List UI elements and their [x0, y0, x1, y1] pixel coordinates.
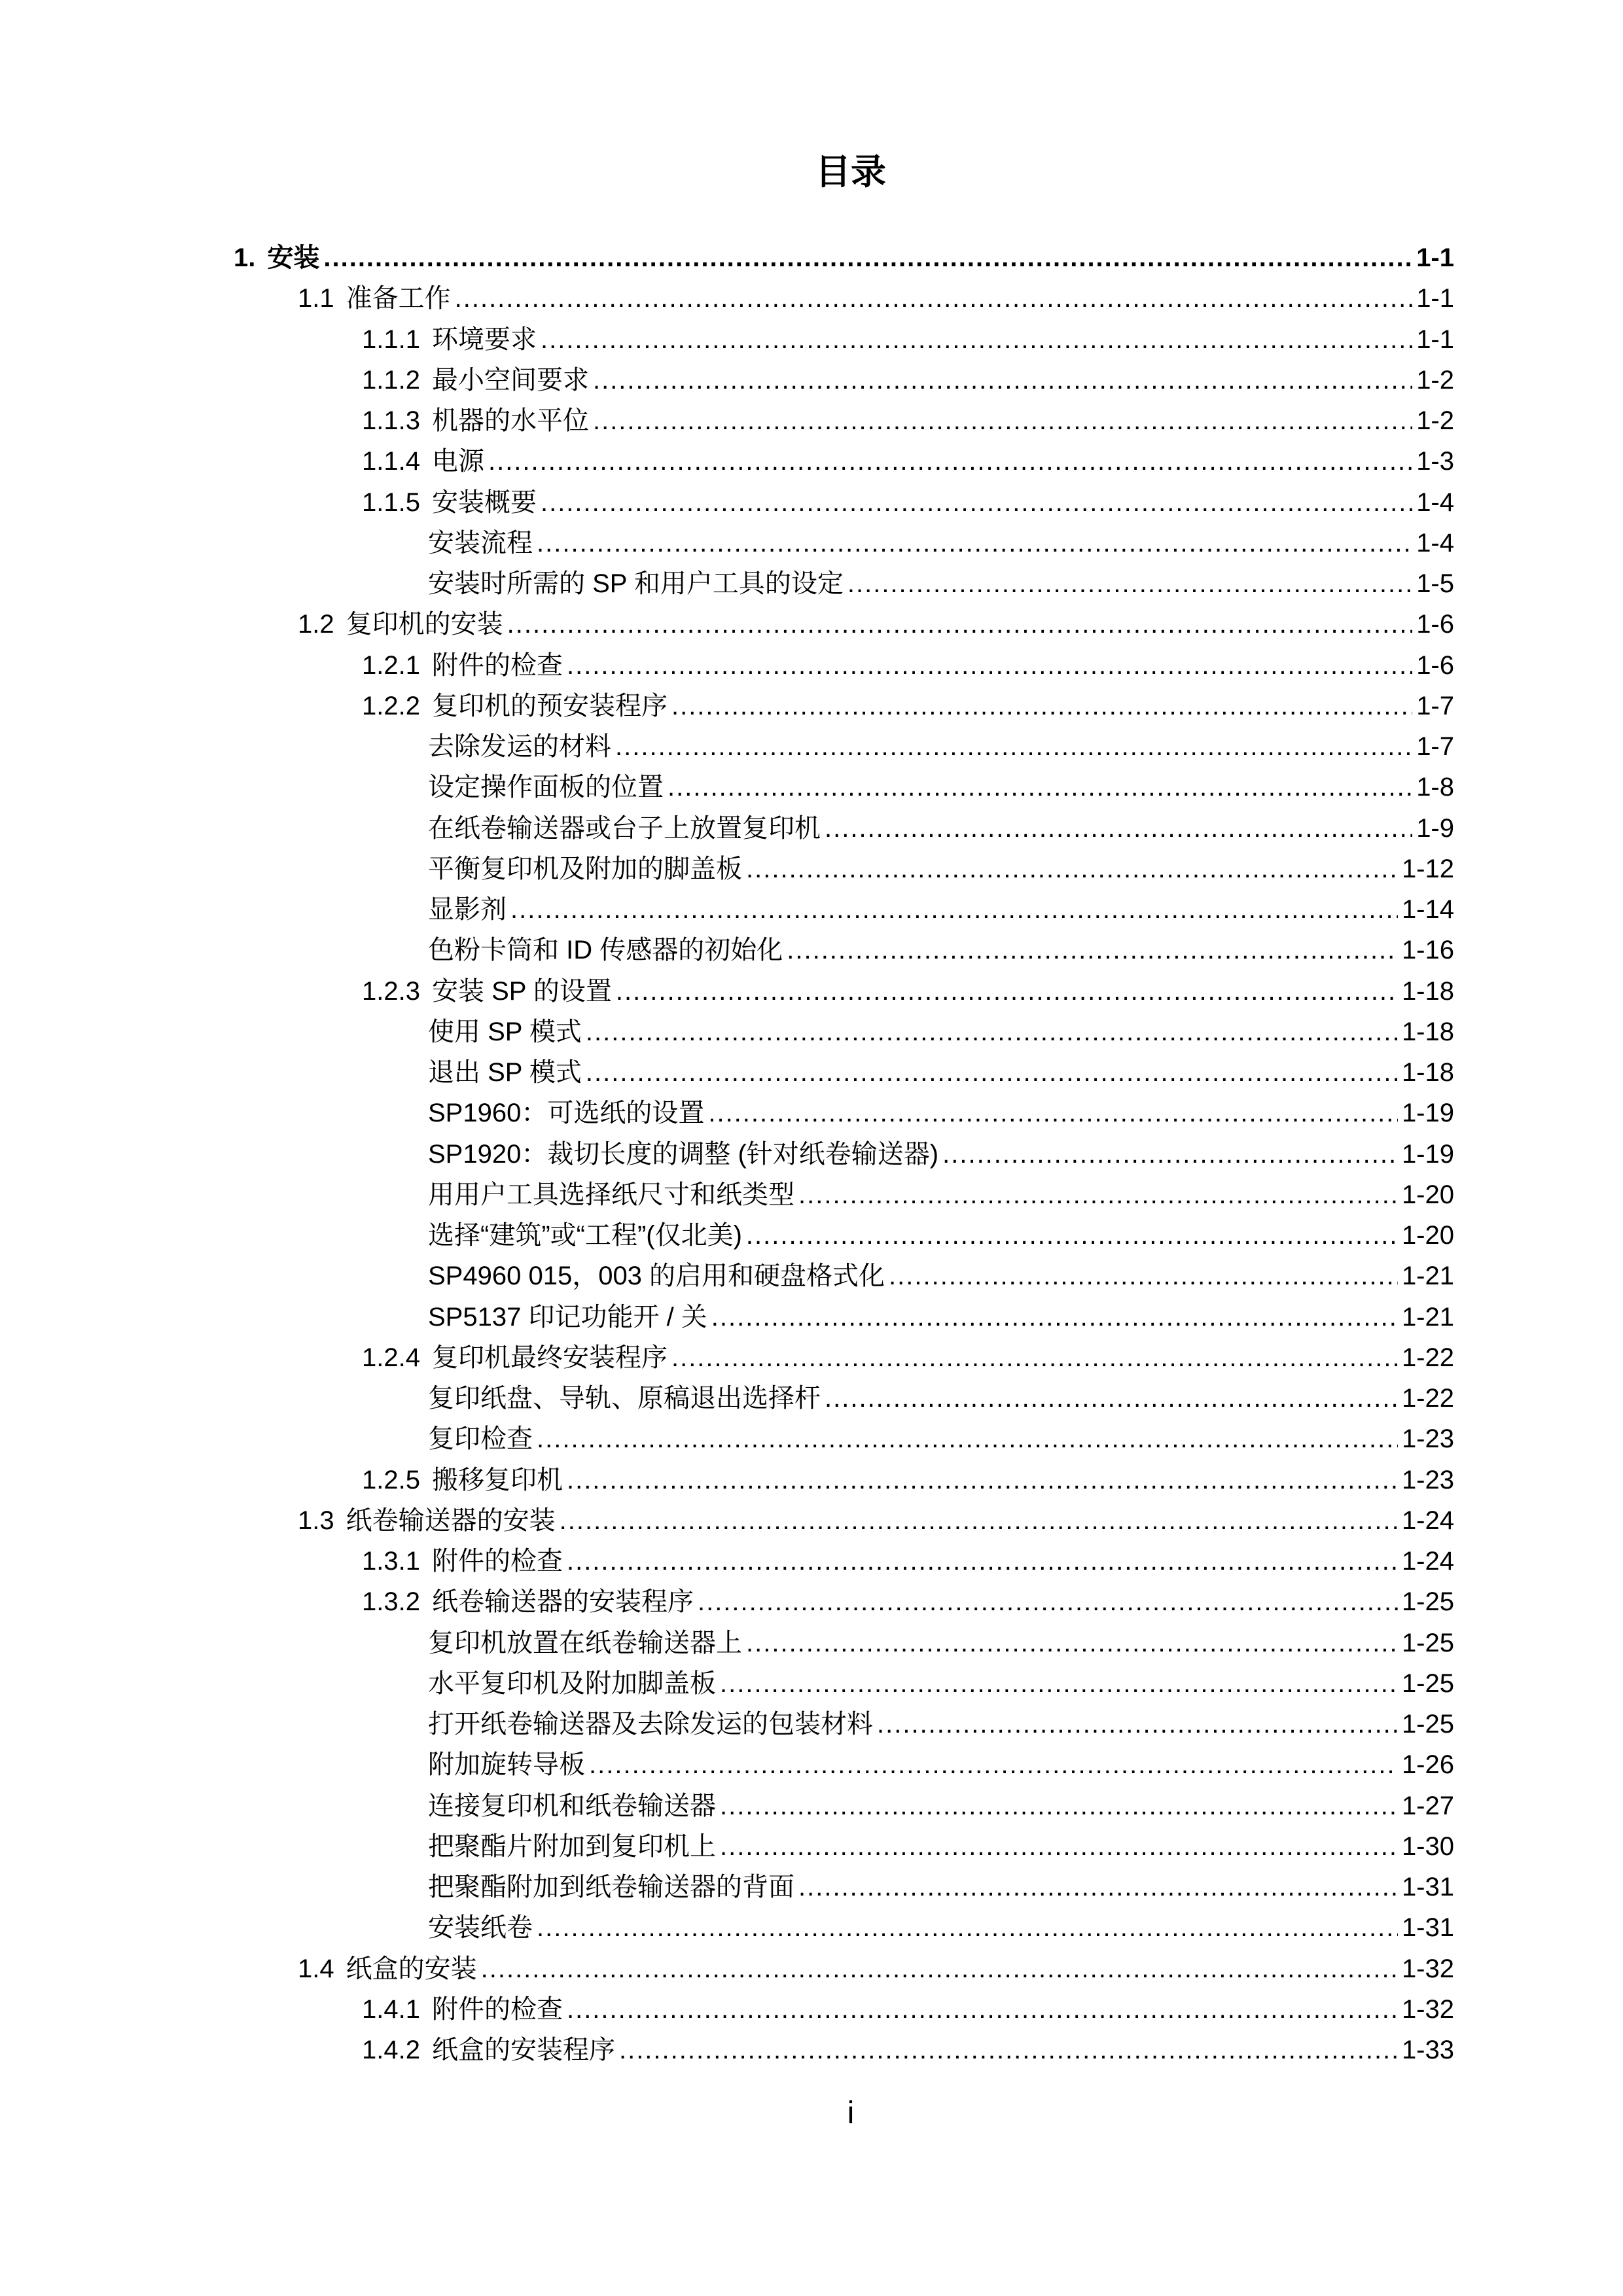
toc-entry[interactable]: [0, 1052, 1623, 1093]
toc-entry-heading: [428, 1744, 589, 1785]
toc-entry-line: [428, 523, 1454, 563]
toc-entry-line: [428, 1012, 1454, 1052]
toc-entry-heading: [428, 1052, 586, 1093]
toc-entry-page: 1-19: [1398, 1134, 1454, 1174]
toc-entry-title: 去除发运的材料: [428, 732, 611, 761]
toc-entry-title: 安装纸卷: [428, 1913, 533, 1943]
toc-entry[interactable]: [0, 1867, 1623, 1907]
toc-entry-title: 复印机放置在纸卷输送器上: [428, 1628, 742, 1657]
toc-entry-heading: [298, 278, 455, 319]
toc-entry-heading: [428, 808, 825, 849]
toc-entry-number: 1.4.1: [362, 1994, 420, 2024]
toc-entry-page: 1-20: [1398, 1215, 1454, 1256]
toc-entry-title: SP5137 印记功能开 / 关: [428, 1302, 707, 1332]
toc-entry-heading: [428, 1826, 720, 1867]
toc-entry[interactable]: [0, 1826, 1623, 1867]
toc-entry-page: 1-7: [1412, 686, 1454, 726]
toc-entry-line: [428, 1052, 1454, 1093]
toc-entry-page: 1-20: [1398, 1174, 1454, 1215]
toc-entry-title: 使用 SP 模式: [428, 1017, 582, 1046]
toc-entry-heading: [362, 360, 593, 400]
toc-entry-line: [428, 1134, 1454, 1174]
toc-entry-title: 复印机的安装: [346, 610, 503, 639]
toc-entry-number: 1.: [234, 243, 256, 272]
toc-entry-heading: [428, 767, 668, 807]
toc-entry[interactable]: [0, 1460, 1623, 1500]
toc-entry[interactable]: [0, 1500, 1623, 1541]
toc-entry-heading: [428, 1297, 711, 1337]
toc-entry[interactable]: [0, 400, 1623, 441]
toc-entry-heading: [428, 1907, 537, 1948]
toc-entry-title: 纸卷输送器的安装程序: [431, 1587, 694, 1617]
page-title: 目录: [815, 152, 886, 192]
dot-leader: [616, 971, 1398, 1012]
toc-entry-line: [362, 400, 1454, 441]
toc-entry-line: [362, 1541, 1454, 1581]
toc-entry-heading: [428, 523, 537, 563]
toc-entry-line: [428, 808, 1454, 849]
toc-entry-title: 复印机的预安装程序: [431, 691, 668, 720]
toc-entry-number: 1.1.3: [362, 406, 420, 435]
toc-entry-title: 准备工作: [346, 284, 451, 313]
toc-entry-page: 1-24: [1398, 1500, 1454, 1541]
toc-entry-page: 1-22: [1398, 1378, 1454, 1419]
toc-entry-title: 安装时所需的 SP 和用户工具的设定: [428, 569, 844, 598]
toc-entry-title: 选择“建筑”或“工程”(仅北美): [428, 1221, 742, 1250]
toc-entry[interactable]: [0, 1215, 1623, 1256]
toc-entry[interactable]: [0, 1949, 1623, 1989]
dot-leader: [889, 1256, 1398, 1296]
toc-entry[interactable]: [0, 319, 1623, 360]
dot-leader: [589, 1744, 1398, 1785]
dot-leader: [825, 808, 1412, 849]
page-number: i: [847, 2096, 855, 2130]
toc-entry-heading: [298, 1949, 481, 1989]
toc-entry-page: 1-8: [1412, 767, 1454, 807]
dot-leader: [586, 1052, 1398, 1093]
toc-entry[interactable]: [0, 686, 1623, 726]
toc-entry-line: [428, 1744, 1454, 1785]
toc-entry-line: [362, 971, 1454, 1012]
toc-entry-page: 1-12: [1398, 849, 1454, 889]
toc-entry-heading: [428, 1786, 720, 1826]
toc-entry-title: 连接复印机和纸卷输送器: [428, 1791, 716, 1820]
toc-entry-line: [362, 441, 1454, 482]
toc-entry-page: 1-21: [1398, 1297, 1454, 1337]
toc-entry-title: 复印纸盘、导轨、原稿退出选择杆: [428, 1384, 821, 1413]
toc-entry-page: 1-30: [1398, 1826, 1454, 1867]
dot-leader: [798, 1174, 1398, 1215]
toc-entry-title: 机器的水平位: [431, 406, 589, 435]
toc-entry-title: 纸盒的安装: [346, 1954, 477, 1983]
toc-entry-title: 把聚酯附加到纸卷输送器的背面: [428, 1873, 794, 1901]
toc-entry[interactable]: [0, 1134, 1623, 1174]
toc-entry-title: SP4960 015，003 的启用和硬盘格式化: [428, 1262, 885, 1291]
toc-entry-page: 1-3: [1412, 441, 1454, 482]
toc-entry-page: 1-2: [1412, 360, 1454, 400]
toc-entry-line: [428, 726, 1454, 767]
toc-entry-heading: [428, 1256, 889, 1296]
toc-entry[interactable]: [0, 645, 1623, 686]
dot-leader: [711, 1297, 1398, 1337]
toc-entry[interactable]: [0, 1581, 1623, 1622]
dot-leader: [455, 278, 1413, 319]
toc-entry-heading: [362, 319, 541, 360]
toc-entry-line: [428, 1704, 1454, 1744]
toc-entry-page: 1-6: [1412, 645, 1454, 686]
toc-entry-line: [428, 1174, 1454, 1215]
dot-leader: [567, 1989, 1398, 2030]
toc-entry-title: 纸盒的安装程序: [431, 2036, 615, 2064]
toc-entry-heading: [428, 1704, 877, 1744]
toc-entry-title: 安装流程: [428, 528, 533, 557]
dot-leader: [541, 319, 1412, 360]
toc-entry-page: 1-4: [1412, 523, 1454, 563]
toc-entry-heading: [428, 1867, 798, 1907]
toc-entry-page: 1-2: [1412, 400, 1454, 441]
toc-entry-page: 1-19: [1398, 1093, 1454, 1133]
toc-entry-number: 1.1.1: [362, 325, 420, 354]
toc-entry-title: 在纸卷输送器或台子上放置复印机: [428, 813, 821, 843]
toc-entry-line: [428, 930, 1454, 970]
toc-entry-title: 色粉卡筒和 ID 传感器的初始化: [428, 936, 783, 965]
toc-entry-line: [234, 238, 1454, 278]
toc-entry-title: 附加旋转导板: [428, 1750, 585, 1780]
toc-entry-heading: [362, 645, 567, 686]
toc-entry[interactable]: [0, 726, 1623, 767]
toc-entry-page: 1-6: [1412, 604, 1454, 645]
toc-entry-title: SP1960：可选纸的设置: [428, 1099, 705, 1128]
toc-entry[interactable]: [0, 604, 1623, 645]
toc-entry-heading: [428, 889, 510, 930]
toc-entry-heading: [362, 1460, 567, 1500]
table-of-contents: [0, 238, 1623, 2070]
toc-entry-page: 1-25: [1398, 1581, 1454, 1622]
toc-entry[interactable]: [0, 563, 1623, 604]
toc-entry-title: SP1920：裁切长度的调整 (针对纸卷输送器): [428, 1139, 939, 1169]
toc-entry-title: 设定操作面板的位置: [428, 773, 664, 802]
dot-leader: [671, 1337, 1398, 1378]
toc-entry-number: 1.3.2: [362, 1587, 420, 1617]
toc-entry[interactable]: [0, 849, 1623, 889]
dot-leader: [798, 1867, 1398, 1907]
toc-entry-line: [428, 889, 1454, 930]
toc-entry-heading: [362, 1337, 671, 1378]
toc-entry-title: 安装: [267, 243, 320, 272]
toc-entry-heading: [362, 686, 671, 726]
dot-leader: [507, 604, 1413, 645]
toc-entry[interactable]: [0, 1297, 1623, 1337]
toc-entry-line: [428, 1378, 1454, 1419]
toc-entry-title: 打开纸卷输送器及去除发运的包装材料: [428, 1710, 873, 1739]
toc-entry[interactable]: [0, 1012, 1623, 1052]
toc-entry-title: 水平复印机及附加脚盖板: [428, 1669, 716, 1698]
toc-entry[interactable]: [0, 1623, 1623, 1663]
dot-leader: [586, 1012, 1398, 1052]
toc-entry-heading: [362, 400, 593, 441]
toc-entry-heading: [298, 1500, 560, 1541]
toc-entry-page: 1-5: [1412, 563, 1454, 604]
toc-entry-line: [298, 1500, 1454, 1541]
toc-entry-title: 平衡复印机及附加的脚盖板: [428, 854, 742, 883]
toc-entry-heading: [234, 238, 323, 278]
toc-entry[interactable]: [0, 1744, 1623, 1785]
dot-leader: [671, 686, 1412, 726]
toc-entry-page: 1-27: [1398, 1786, 1454, 1826]
dot-leader: [560, 1500, 1398, 1541]
toc-entry-title: 最小空间要求: [431, 365, 589, 395]
dot-leader: [698, 1581, 1398, 1622]
toc-entry[interactable]: [0, 278, 1623, 319]
dot-leader: [942, 1134, 1398, 1174]
toc-entry-line: [362, 482, 1454, 523]
toc-entry-title: 复印检查: [428, 1424, 533, 1454]
toc-entry-page: 1-31: [1398, 1907, 1454, 1948]
dot-leader: [847, 563, 1412, 604]
toc-entry-heading: [428, 1623, 746, 1663]
dot-leader: [537, 1419, 1398, 1459]
toc-entry-title: 纸卷输送器的安装: [346, 1506, 556, 1535]
dot-leader: [877, 1704, 1398, 1744]
toc-entry[interactable]: [0, 1378, 1623, 1419]
toc-entry-page: 1-24: [1398, 1541, 1454, 1581]
dot-leader: [567, 1541, 1398, 1581]
toc-entry-page: 1-25: [1398, 1704, 1454, 1744]
toc-entry-title: 用用户工具选择纸尺寸和纸类型: [428, 1180, 794, 1209]
toc-entry-title: 环境要求: [431, 325, 537, 354]
toc-entry[interactable]: [0, 441, 1623, 482]
toc-entry-page: 1-18: [1398, 971, 1454, 1012]
dot-leader: [746, 1623, 1398, 1663]
toc-entry-title: 把聚酯片附加到复印机上: [428, 1831, 716, 1861]
toc-entry[interactable]: [0, 482, 1623, 523]
toc-entry-line: [428, 1907, 1454, 1948]
toc-entry-line: [428, 849, 1454, 889]
toc-entry-page: 1-14: [1398, 889, 1454, 930]
toc-entry-number: 1.1: [298, 284, 334, 313]
dot-leader: [541, 482, 1412, 523]
toc-entry-line: [428, 1215, 1454, 1256]
toc-entry[interactable]: [0, 523, 1623, 563]
toc-entry-heading: [428, 1174, 798, 1215]
toc-entry-page: 1-9: [1412, 808, 1454, 849]
toc-entry[interactable]: [0, 1907, 1623, 1948]
toc-entry-line: [362, 1989, 1454, 2030]
toc-entry-number: 1.2.4: [362, 1343, 420, 1372]
toc-entry-line: [298, 278, 1454, 319]
toc-entry-heading: [362, 2030, 619, 2070]
toc-entry-heading: [428, 1378, 825, 1419]
toc-entry[interactable]: [0, 767, 1623, 807]
toc-entry-number: 1.2.1: [362, 650, 420, 680]
dot-leader: [593, 360, 1412, 400]
toc-entry-line: [428, 1297, 1454, 1337]
toc-entry-line: [298, 1949, 1454, 1989]
toc-entry-page: 1-25: [1398, 1663, 1454, 1704]
toc-entry[interactable]: [0, 238, 1623, 278]
toc-entry-page: 1-31: [1398, 1867, 1454, 1907]
toc-entry-heading: [362, 971, 616, 1012]
toc-entry-title: 附件的检查: [431, 1547, 563, 1576]
toc-entry-number: 1.1.5: [362, 487, 420, 517]
toc-entry-page: 1-33: [1398, 2030, 1454, 2070]
toc-entry-page: 1-18: [1398, 1052, 1454, 1093]
toc-entry[interactable]: [0, 1786, 1623, 1826]
toc-entry[interactable]: [0, 1256, 1623, 1296]
toc-entry[interactable]: [0, 2030, 1623, 2070]
toc-entry-heading: [298, 604, 507, 645]
toc-entry[interactable]: [0, 1174, 1623, 1215]
dot-leader: [787, 930, 1398, 970]
dot-leader: [746, 849, 1398, 889]
toc-entry-page: 1-21: [1398, 1256, 1454, 1296]
toc-entry-page: 1-32: [1398, 1989, 1454, 2030]
toc-entry-line: [428, 1093, 1454, 1133]
toc-entry-line: [428, 1419, 1454, 1459]
dot-leader: [668, 767, 1412, 807]
toc-entry-line: [362, 2030, 1454, 2070]
toc-entry[interactable]: [0, 1337, 1623, 1378]
toc-entry-line: [428, 1256, 1454, 1296]
toc-entry-heading: [428, 1134, 942, 1174]
toc-entry-page: 1-18: [1398, 1012, 1454, 1052]
dot-leader: [510, 889, 1398, 930]
toc-entry[interactable]: [0, 889, 1623, 930]
toc-entry[interactable]: [0, 360, 1623, 400]
toc-entry-line: [362, 319, 1454, 360]
toc-entry-heading: [428, 1093, 708, 1133]
toc-entry-heading: [428, 1663, 720, 1704]
toc-entry-page: 1-26: [1398, 1744, 1454, 1785]
toc-entry-line: [362, 645, 1454, 686]
toc-entry-number: 1.3: [298, 1506, 334, 1535]
toc-entry-page: 1-1: [1412, 278, 1454, 319]
toc-entry-page: 1-32: [1398, 1949, 1454, 1989]
toc-entry-line: [428, 563, 1454, 604]
toc-entry-line: [362, 360, 1454, 400]
toc-entry-title: 安装 SP 的设置: [431, 976, 612, 1006]
toc-entry-number: 1.4.2: [362, 2036, 420, 2064]
toc-entry-title: 显影剂: [428, 895, 507, 924]
toc-entry-line: [298, 604, 1454, 645]
dot-leader: [708, 1093, 1398, 1133]
toc-entry-line: [362, 1337, 1454, 1378]
toc-entry-heading: [362, 1989, 567, 2030]
dot-leader: [825, 1378, 1398, 1419]
toc-entry-heading: [428, 849, 746, 889]
toc-entry-number: 1.1.2: [362, 365, 420, 395]
dot-leader: [720, 1826, 1398, 1867]
toc-entry-page: 1-23: [1398, 1419, 1454, 1459]
toc-entry-page: 1-16: [1398, 930, 1454, 970]
toc-entry-line: [428, 1786, 1454, 1826]
toc-entry-line: [428, 1826, 1454, 1867]
toc-entry-number: 1.4: [298, 1954, 334, 1983]
toc-entry-page: 1-4: [1412, 482, 1454, 523]
toc-entry-title: 电源: [431, 447, 484, 476]
toc-entry[interactable]: [0, 1704, 1623, 1744]
toc-entry[interactable]: [0, 1093, 1623, 1133]
toc-entry-page: 1-23: [1398, 1460, 1454, 1500]
toc-entry-line: [428, 1867, 1454, 1907]
toc-entry-heading: [362, 1541, 567, 1581]
toc-entry-page: 1-22: [1398, 1337, 1454, 1378]
toc-entry-line: [362, 1460, 1454, 1500]
dot-leader: [593, 400, 1412, 441]
toc-entry-page: 1-1: [1412, 319, 1454, 360]
dot-leader: [537, 523, 1412, 563]
toc-entry[interactable]: [0, 1541, 1623, 1581]
toc-entry[interactable]: [0, 1663, 1623, 1704]
toc-entry-line: [362, 1581, 1454, 1622]
toc-entry-number: 1.2: [298, 610, 334, 639]
toc-entry-page: 1-7: [1412, 726, 1454, 767]
dot-leader: [746, 1215, 1398, 1256]
toc-entry-number: 1.2.2: [362, 691, 420, 720]
dot-leader: [323, 238, 1412, 278]
toc-entry-title: 附件的检查: [431, 1994, 563, 2024]
toc-entry-line: [428, 1623, 1454, 1663]
toc-entry-line: [428, 767, 1454, 807]
dot-leader: [567, 645, 1412, 686]
toc-entry-number: 1.2.3: [362, 976, 420, 1006]
toc-entry[interactable]: [0, 930, 1623, 970]
toc-entry-heading: [428, 930, 787, 970]
toc-entry-line: [362, 686, 1454, 726]
toc-entry-page: 1-25: [1398, 1623, 1454, 1663]
toc-entry-heading: [428, 1215, 746, 1256]
dot-leader: [488, 441, 1412, 482]
toc-entry-title: 退出 SP 模式: [428, 1058, 582, 1087]
dot-leader: [481, 1949, 1398, 1989]
toc-entry-heading: [428, 1012, 586, 1052]
toc-entry-heading: [428, 1419, 537, 1459]
toc-entry[interactable]: [0, 808, 1623, 849]
toc-entry-line: [428, 1663, 1454, 1704]
toc-entry-heading: [362, 482, 541, 523]
dot-leader: [720, 1663, 1398, 1704]
dot-leader: [720, 1786, 1398, 1826]
toc-entry-number: 1.1.4: [362, 447, 420, 476]
toc-entry[interactable]: [0, 971, 1623, 1012]
toc-entry-heading: [362, 1581, 698, 1622]
toc-entry-title: 复印机最终安装程序: [431, 1343, 668, 1372]
toc-entry-heading: [428, 563, 847, 604]
toc-entry-heading: [428, 726, 615, 767]
toc-entry-number: 1.3.1: [362, 1547, 420, 1576]
toc-entry-number: 1.2.5: [362, 1465, 420, 1494]
dot-leader: [537, 1907, 1398, 1948]
dot-leader: [619, 2030, 1398, 2070]
dot-leader: [567, 1460, 1398, 1500]
toc-entry-heading: [362, 441, 488, 482]
toc-entry-title: 安装概要: [431, 487, 537, 517]
toc-entry[interactable]: [0, 1989, 1623, 2030]
toc-entry-title: 搬移复印机: [431, 1465, 563, 1494]
dot-leader: [615, 726, 1412, 767]
toc-entry-title: 附件的检查: [431, 650, 563, 680]
toc-entry[interactable]: [0, 1419, 1623, 1459]
toc-entry-page: 1-1: [1412, 238, 1454, 278]
